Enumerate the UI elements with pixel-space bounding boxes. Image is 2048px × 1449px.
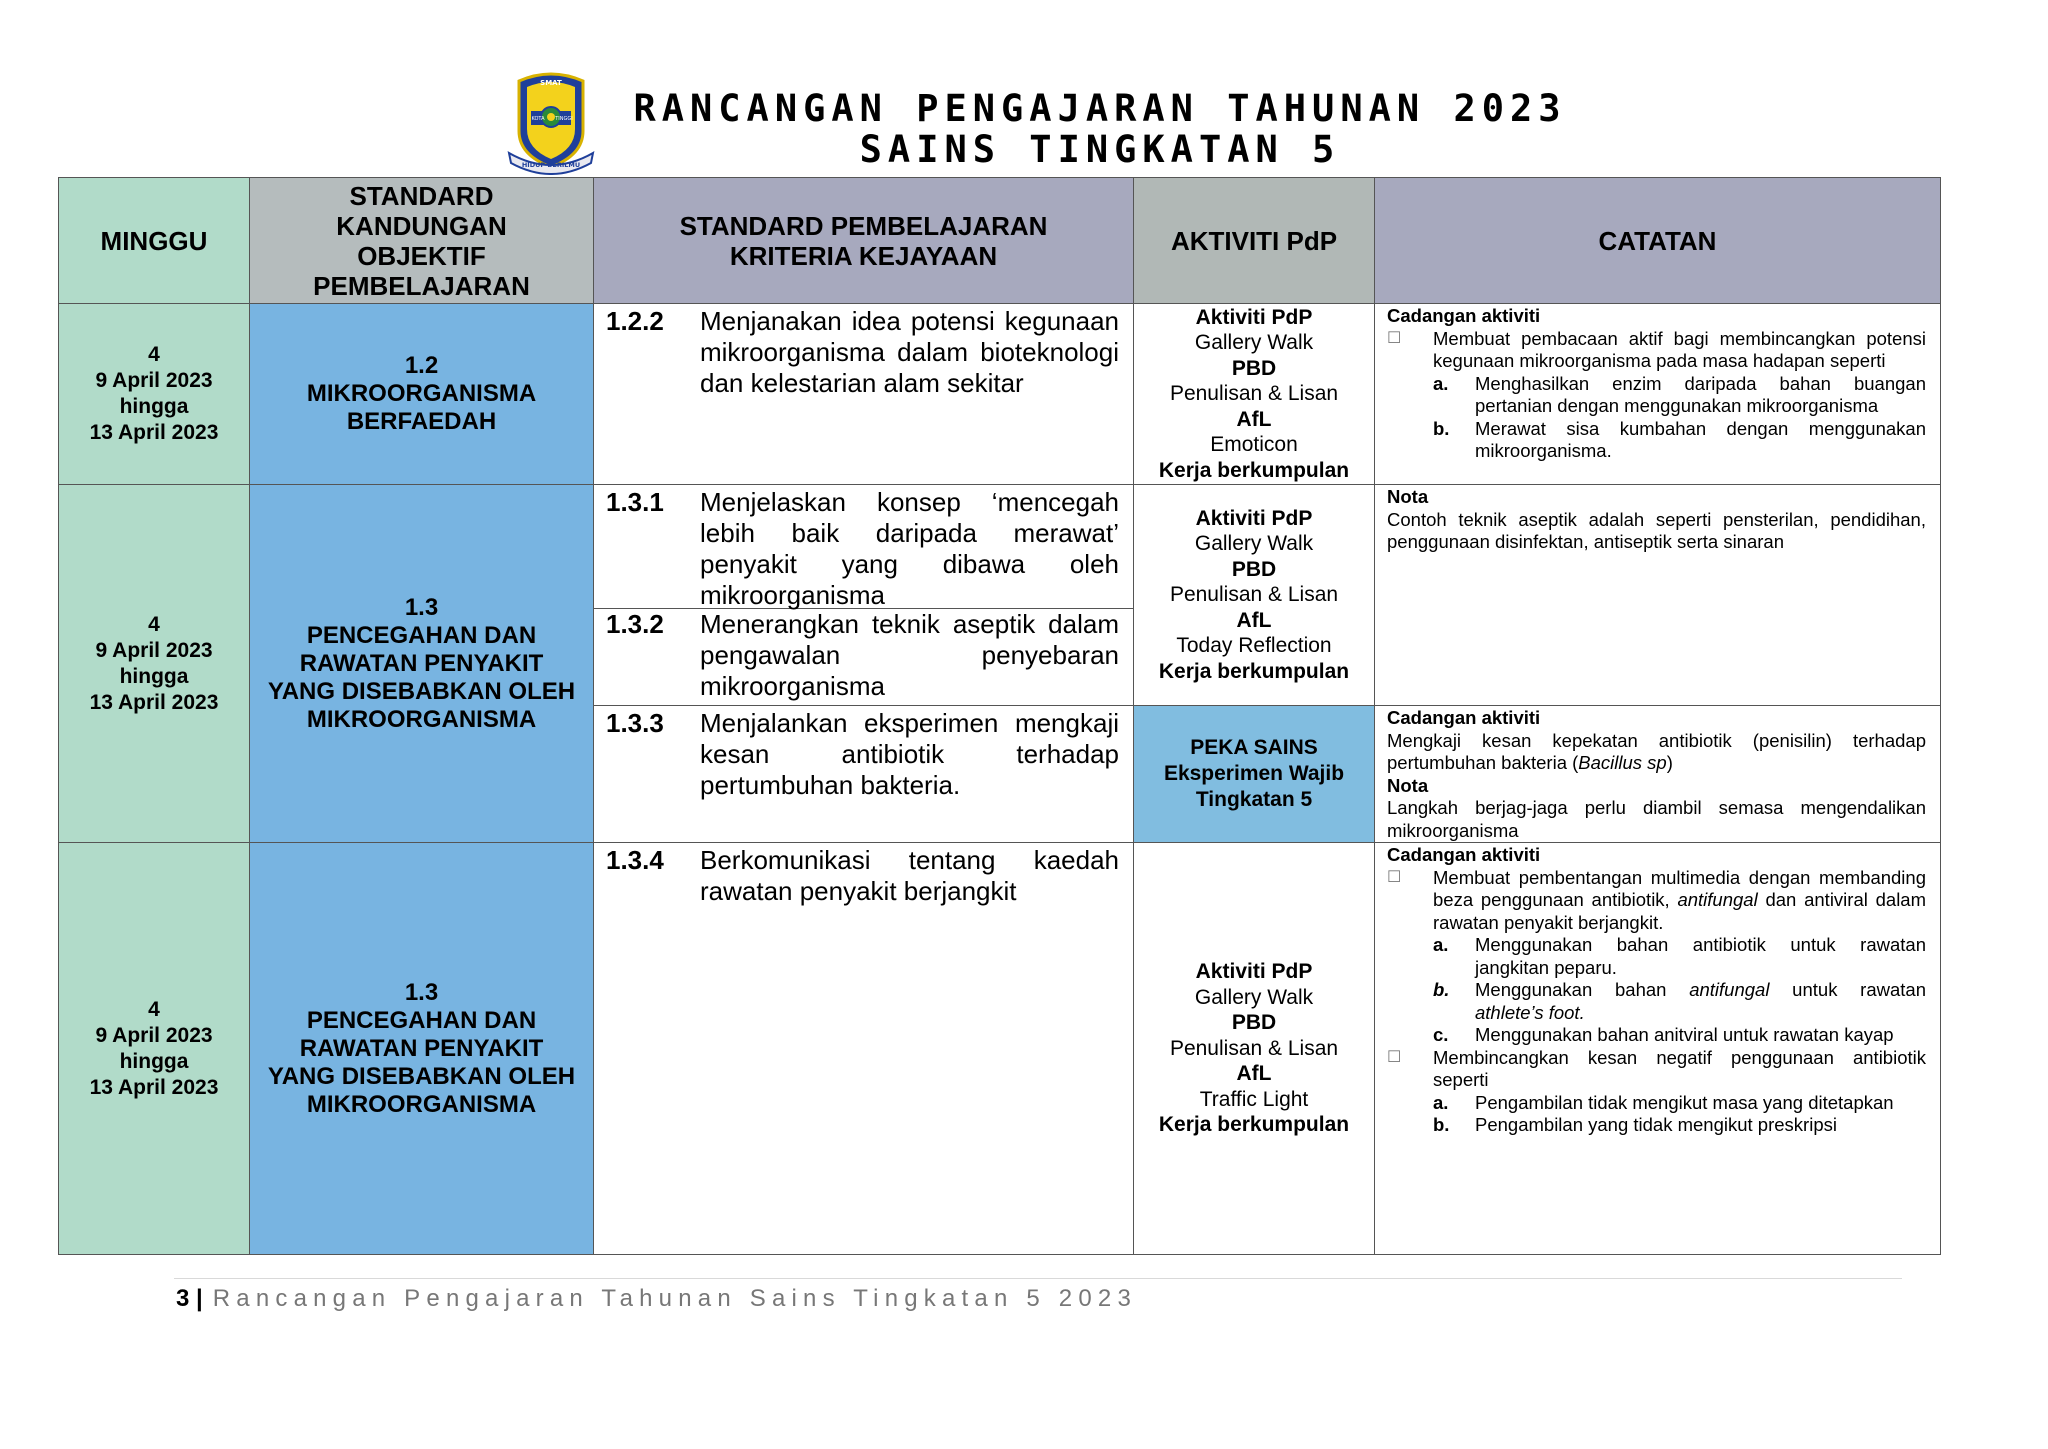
catatan-text: Langkah berjag-jaga perlu diambil semasa mengendalikan mikroorganisma	[1387, 797, 1926, 841]
akt-line: AfL	[1236, 1062, 1272, 1086]
footer-divider	[174, 1278, 1902, 1279]
school-crest-icon	[505, 67, 597, 175]
sub-text: Menghasilkan enzim daripada bahan buangan pertanian dengan menggunakan mikroorganisma	[1475, 372, 1926, 416]
sp-item	[606, 306, 1119, 399]
sk-title-line: RAWATAN PENYAKIT	[299, 649, 544, 677]
header-catatan: CATATAN	[1375, 178, 1941, 304]
catatan-text: Contoh teknik aseptik adalah seperti pensterilan, pendidihan, penggunaan disinfektan, antiseptik serta sinaran	[1387, 508, 1926, 552]
footer-separator: |	[196, 1285, 203, 1312]
akt-line: Penulisan & Lisan	[1169, 583, 1339, 607]
peka-line: PEKA SAINS	[1190, 736, 1318, 759]
sub-letter: a.	[1433, 934, 1449, 955]
logo-right-text: TINGGI	[555, 116, 573, 122]
catatan-label: Cadangan aktiviti	[1387, 707, 1541, 728]
akt-line: Aktiviti PdP	[1195, 506, 1313, 530]
sk-title-line: MIKROORGANISMA	[306, 1090, 537, 1118]
sk-title-line: PENCEGAHAN DAN	[306, 621, 537, 649]
catatan-label: Nota	[1387, 774, 1429, 796]
catatan-cell	[1375, 304, 1941, 485]
sub-text: Pengambilan tidak mengikut masa yang ditetapkan	[1475, 1091, 1894, 1113]
list-item	[1387, 867, 1926, 935]
akt-line: Aktiviti PdP	[1195, 960, 1313, 984]
akt-line: Kerja berkumpulan	[1158, 458, 1350, 482]
sub-item	[1387, 934, 1926, 979]
akt-line: Gallery Walk	[1194, 331, 1314, 355]
akt-line: Gallery Walk	[1194, 985, 1314, 1009]
logo-top-text: SMAT	[540, 79, 562, 87]
minggu-week: 4	[148, 612, 160, 636]
catatan-cell	[1375, 843, 1941, 1255]
header-sk-line: STANDARD	[349, 180, 494, 211]
text-part: Menggunakan bahan	[1475, 979, 1690, 1000]
header-minggu: MINGGU	[59, 178, 250, 304]
peka-line: Tingkatan 5	[1195, 788, 1313, 811]
sub-letter: b.	[1433, 417, 1450, 439]
sp-item	[606, 845, 1119, 907]
sub-letter: b.	[1433, 1114, 1450, 1135]
sp-code: 1.3.4	[606, 845, 664, 875]
sk-title-line: YANG DISEBABKAN OLEH	[267, 1062, 576, 1090]
logo-left-text: KOTA	[531, 116, 545, 122]
aktiviti-cell	[1134, 843, 1375, 1255]
sub-item	[1387, 1114, 1926, 1137]
header-aktiviti: AKTIVITI PdP	[1134, 178, 1375, 304]
sub-text: Menggunakan bahan anitviral untuk rawatan kayap	[1475, 1024, 1894, 1045]
sub-item	[1387, 418, 1926, 463]
bullet-text: Membuat pembacaan aktif bagi membincangkan potensi kegunaan mikroorganisma pada masa hadapan seperti	[1433, 327, 1926, 371]
akt-line: Gallery Walk	[1194, 532, 1314, 556]
sub-item	[1387, 979, 1926, 1024]
checkbox-bullet-icon: ☐	[1387, 329, 1402, 347]
text-italic: antifungal	[1677, 889, 1758, 910]
akt-line: PBD	[1231, 1011, 1277, 1035]
logo-motto: HIDUP BERILMU	[521, 161, 581, 169]
footer-text: Rancangan Pengajaran Tahunan Sains Tingkatan 5 2023	[212, 1285, 1137, 1312]
catatan-text-part: Mengkaji kesan kepekatan antibiotik (penisilin) terhadap pertumbuhan bakteria (	[1387, 729, 1926, 773]
akt-line: AfL	[1236, 407, 1272, 431]
sub-letter: a.	[1433, 1091, 1449, 1113]
sub-letter: b.	[1433, 979, 1450, 1000]
bullet-text: Membincangkan kesan negatif penggunaan antibiotik seperti	[1433, 1046, 1926, 1090]
minggu-cell	[59, 485, 250, 843]
text-italic: athlete’s foot.	[1475, 1001, 1585, 1023]
sub-text: Pengambilan yang tidak mengikut preskripsi	[1475, 1114, 1837, 1135]
minggu-week: 4	[148, 997, 160, 1021]
header-sp-line: KRITERIA KEJAYAAN	[729, 240, 998, 271]
sp-text: Menjalankan eksperimen mengkaji kesan antibiotik terhadap pertumbuhan bakteria.	[700, 708, 1119, 800]
minggu-hingga: hingga	[119, 1049, 189, 1073]
minggu-hingga: hingga	[119, 395, 189, 418]
sk-title-line: BERFAEDAH	[346, 408, 497, 435]
sub-item	[1387, 1024, 1926, 1047]
akt-line: PBD	[1231, 557, 1277, 581]
standard-kandungan-cell	[250, 843, 594, 1255]
catatan-text-part: )	[1666, 752, 1673, 773]
sub-item	[1387, 1092, 1926, 1115]
catatan-label: Cadangan aktiviti	[1387, 305, 1541, 326]
table-row	[59, 304, 1941, 485]
akt-line: Traffic Light	[1199, 1087, 1309, 1111]
sk-code: 1.3	[404, 593, 439, 621]
bullet-text	[1433, 867, 1926, 935]
sp-code: 1.3.1	[606, 487, 664, 517]
catatan-text	[1387, 730, 1926, 775]
minggu-hingga: hingga	[119, 664, 189, 688]
sp-text: Menjelaskan konsep ‘mencegah lebih baik daripada merawat’ penyakit yang dibawa oleh mikroorganisma	[700, 487, 1119, 610]
header-sk-line: KANDUNGAN	[336, 210, 507, 241]
list-item	[1387, 1047, 1926, 1092]
akt-line: Aktiviti PdP	[1195, 305, 1313, 329]
minggu-end: 13 April 2023	[89, 1075, 219, 1099]
header-standard-pembelajaran	[594, 178, 1134, 304]
aktiviti-cell	[1134, 304, 1375, 485]
sub-item	[1387, 373, 1926, 418]
sp-code: 1.3.2	[606, 609, 664, 639]
akt-line: Penulisan & Lisan	[1169, 1036, 1339, 1060]
akt-line: Kerja berkumpulan	[1158, 659, 1350, 683]
akt-line: PBD	[1231, 356, 1277, 380]
sk-code: 1.2	[404, 352, 439, 379]
standard-pembelajaran-cell	[594, 706, 1134, 843]
sk-title-line: YANG DISEBABKAN OLEH	[267, 677, 576, 705]
minggu-start: 9 April 2023	[95, 369, 213, 392]
table-row	[59, 843, 1941, 1255]
minggu-end: 13 April 2023	[89, 690, 219, 714]
akt-line: AfL	[1236, 608, 1272, 632]
catatan-label: Cadangan aktiviti	[1387, 844, 1541, 865]
peka-line: Eksperimen Wajib	[1163, 762, 1345, 785]
sub-text: Merawat sisa kumbahan dengan menggunakan mikroorganisma.	[1475, 417, 1926, 461]
header-sp-line: STANDARD PEMBELAJARAN	[679, 210, 1048, 241]
minggu-end: 13 April 2023	[89, 421, 219, 444]
lesson-plan-table	[58, 177, 1941, 1255]
list-item	[1387, 328, 1926, 373]
text-part: untuk rawatan	[1769, 979, 1927, 1000]
sp-item	[594, 485, 1133, 609]
sk-title-line: MIKROORGANISMA	[306, 380, 537, 407]
minggu-cell	[59, 843, 250, 1255]
akt-line: Kerja berkumpulan	[1158, 1113, 1350, 1137]
minggu-start: 9 April 2023	[95, 1023, 213, 1047]
table-header-row	[59, 178, 1941, 304]
sub-text	[1475, 979, 1926, 1024]
sk-title-line: RAWATAN PENYAKIT	[299, 1034, 544, 1062]
sp-text: Menerangkan teknik aseptik dalam pengawalan penyebaran mikroorganisma	[700, 609, 1119, 701]
standard-pembelajaran-cell	[594, 843, 1134, 1255]
sk-title-line: PENCEGAHAN DAN	[306, 1006, 537, 1034]
catatan-text-italic: Bacillus sp	[1578, 752, 1667, 773]
page-number-value: 3	[176, 1285, 190, 1312]
minggu-start: 9 April 2023	[95, 638, 213, 662]
akt-line: Today Reflection	[1176, 634, 1332, 658]
sub-letter: c.	[1433, 1024, 1449, 1045]
sp-code: 1.2.2	[606, 306, 664, 336]
header-sk-line: OBJEKTIF	[357, 240, 486, 271]
standard-kandungan-cell	[250, 485, 594, 843]
checkbox-bullet-icon: ☐	[1387, 1048, 1402, 1066]
title-line-1: RANCANGAN PENGAJARAN TAHUNAN 2023	[633, 87, 1567, 130]
header-sk-line: PEMBELAJARAN	[313, 270, 530, 301]
catatan-cell	[1375, 485, 1941, 706]
akt-line: Penulisan & Lisan	[1169, 382, 1339, 406]
checkbox-bullet-icon: ☐	[1387, 868, 1402, 886]
header-standard-kandungan	[250, 178, 594, 304]
sp-item	[606, 708, 1119, 801]
peka-sains-cell	[1134, 706, 1375, 843]
title-line-2: SAINS TINGKATAN 5	[859, 128, 1341, 171]
sk-code: 1.3	[404, 978, 439, 1006]
table-row	[59, 485, 1941, 706]
text-part: dan antiviral dalam rawatan penyakit berjangkit.	[1433, 889, 1926, 933]
aktiviti-cell	[1134, 485, 1375, 706]
sp-code: 1.3.3	[606, 708, 664, 738]
sp-item	[594, 609, 1133, 702]
sk-title-line: MIKROORGANISMA	[306, 705, 537, 733]
catatan-label: Nota	[1387, 486, 1429, 507]
catatan-cell	[1375, 706, 1941, 843]
page-number	[176, 1285, 203, 1312]
text-italic: antifungal	[1689, 979, 1770, 1000]
minggu-week: 4	[148, 343, 160, 366]
text-part: Membuat pembentangan multimedia dengan membanding beza penggunaan antibiotik,	[1433, 866, 1926, 910]
sp-text: Berkomunikasi tentang kaedah rawatan penyakit berjangkit	[700, 845, 1119, 906]
minggu-cell	[59, 304, 250, 485]
standard-pembelajaran-cell	[594, 485, 1134, 706]
sub-letter: a.	[1433, 372, 1449, 394]
standard-pembelajaran-cell	[594, 304, 1134, 485]
akt-line: Emoticon	[1210, 433, 1298, 457]
standard-kandungan-cell	[250, 304, 594, 485]
page-title	[600, 88, 1600, 170]
sp-text: Menjanakan idea potensi kegunaan mikroorganisma dalam bioteknologi dan kelestarian alam sekitar	[700, 306, 1119, 398]
page-footer	[176, 1285, 1137, 1313]
sub-text: Menggunakan bahan antibiotik untuk rawatan jangkitan peparu.	[1475, 934, 1926, 978]
